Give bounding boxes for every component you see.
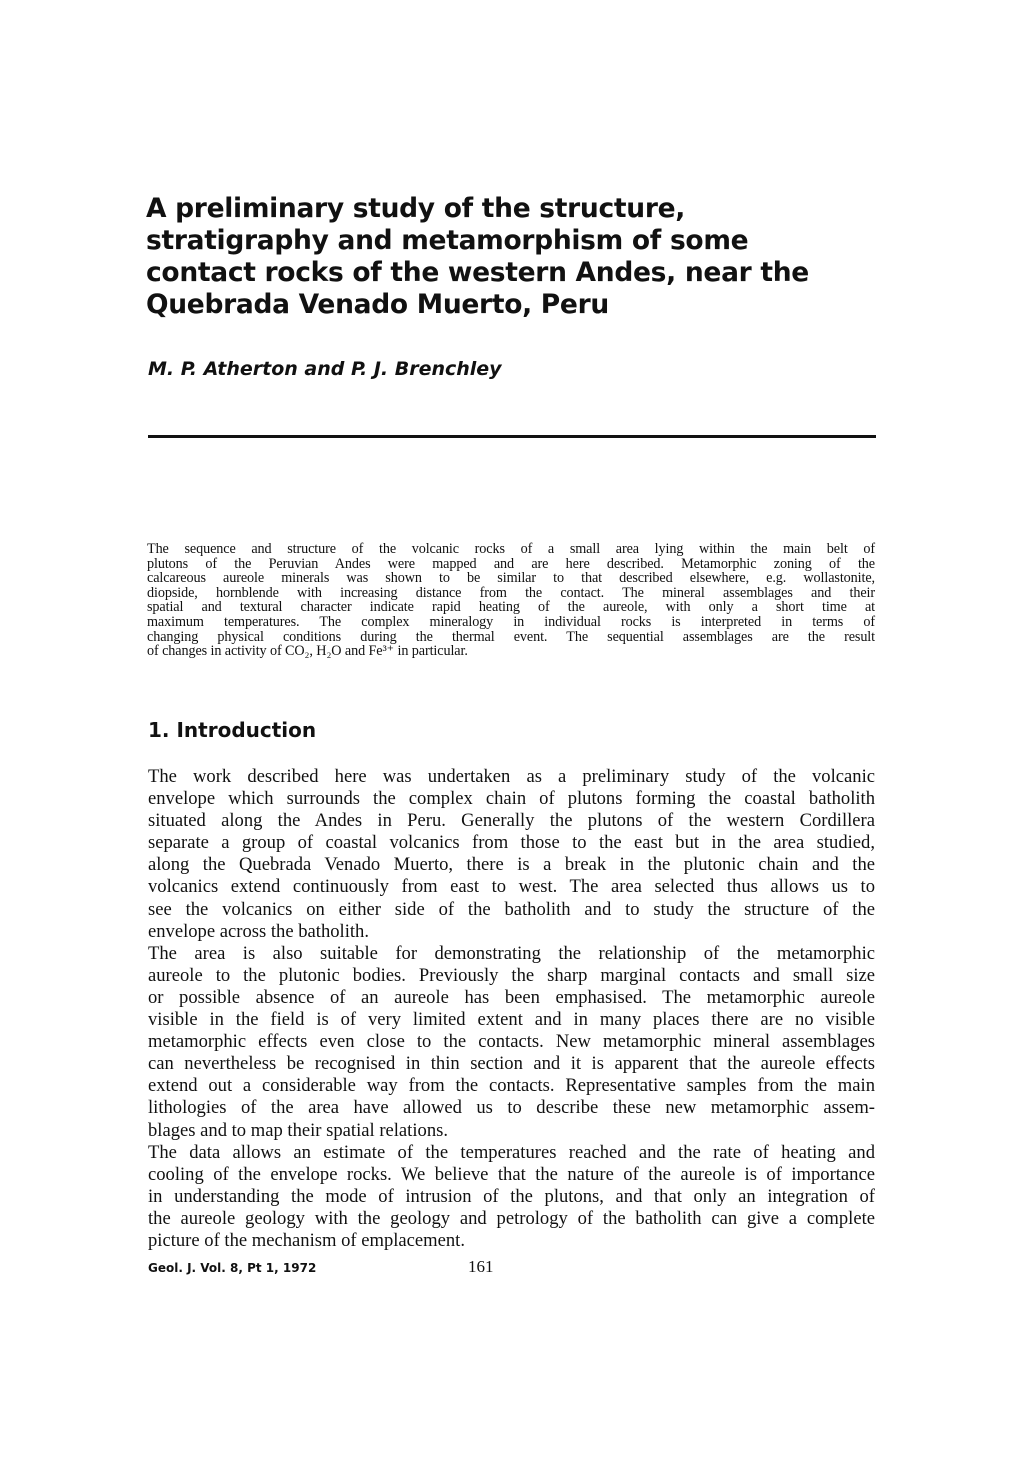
abstract-line: changing physical conditions during the thermal event. The sequential assemblages are the result (147, 628, 875, 645)
body-line: envelope across the batholith. (148, 920, 369, 942)
body-line: envelope which surrounds the complex chain of plutons forming the coastal batholith (148, 788, 875, 810)
body-line: volcanics extend continuously from east to west. The area selected thus allows us to (148, 876, 875, 898)
body-line: the aureole geology with the geology and petrology of the batholith can give a complete (148, 1207, 875, 1229)
body-line: picture of the mechanism of emplacement. (148, 1229, 466, 1251)
introduction-body (148, 766, 875, 1252)
abstract-line: The sequence and structure of the volcanic rocks of a small area lying within the main belt of (147, 541, 875, 557)
page-number: 161 (468, 1257, 494, 1276)
title-line: A preliminary study of the structure, (146, 193, 686, 224)
title-line: Quebrada Venado Muerto, Peru (146, 289, 609, 320)
article-title (146, 193, 886, 321)
abstract-line: maximum temperatures. The complex mineralogy in individual rocks is interpreted in terms of (147, 613, 875, 630)
title-line: contact rocks of the western Andes, near the (146, 257, 809, 288)
abstract-line: plutons of the Peruvian Andes were mapped and are here described. Metamorphic zoning of the (147, 555, 875, 572)
body-line: metamorphic effects even close to the contacts. New metamorphic mineral assemblages (148, 1031, 875, 1053)
body-line: can nevertheless be recognised in thin section and it is apparent that the aureole effects (148, 1053, 875, 1075)
abstract (147, 542, 875, 659)
body-line: The area is also suitable for demonstrating the relationship of the metamorphic (148, 942, 875, 964)
abstract-line: calcareous aureole minerals was shown to be similar to that described elsewhere, e.g. wollastonite, (147, 570, 875, 587)
body-line: The data allows an estimate of the temperatures reached and the rate of heating and (148, 1141, 875, 1163)
authors: M. P. Atherton and P. J. Brenchley (148, 358, 502, 380)
abstract-line: spatial and textural character indicate rapid heating of the aureole, with only a short time at (147, 599, 875, 616)
title-divider (148, 435, 876, 438)
body-line: extend out a considerable way from the contacts. Representative samples from the main (148, 1075, 875, 1097)
body-line: separate a group of coastal volcanics from those to the east but in the area studied, (148, 832, 875, 854)
body-line: or possible absence of an aureole has been emphasised. The metamorphic aureole (148, 986, 875, 1008)
body-line: The work described here was undertaken as a preliminary study of the volcanic (148, 766, 875, 787)
body-line: see the volcanics on either side of the batholith and to study the structure of the (148, 898, 875, 920)
journal-citation: Geol. J. Vol. 8, Pt 1, 1972 (148, 1261, 317, 1275)
body-line: blages and to map their spatial relations. (148, 1119, 448, 1141)
body-line: in understanding the mode of intrusion of the plutons, and that only an integration of (148, 1185, 875, 1207)
title-line: stratigraphy and metamorphism of some (146, 225, 749, 256)
body-line: cooling of the envelope rocks. We believe that the nature of the aureole is of importance (148, 1163, 875, 1185)
section-heading: 1. Introduction (148, 718, 317, 742)
abstract-line: of changes in activity of CO₂, H₂O and Fe³⁺ in particular. (147, 643, 468, 660)
abstract-line: diopside, hornblende with increasing distance from the contact. The mineral assemblages and their (147, 584, 875, 601)
body-line: aureole to the plutonic bodies. Previously the sharp marginal contacts and small size (148, 964, 875, 986)
body-line: situated along the Andes in Peru. Generally the plutons of the western Cordillera (148, 810, 875, 832)
body-line: visible in the field is of very limited extent and in many places there are no visible (148, 1009, 875, 1031)
body-line: along the Quebrada Venado Muerto, there is a break in the plutonic chain and the (148, 854, 875, 876)
body-line: lithologies of the area have allowed us to describe these new metamorphic assem- (148, 1097, 875, 1119)
